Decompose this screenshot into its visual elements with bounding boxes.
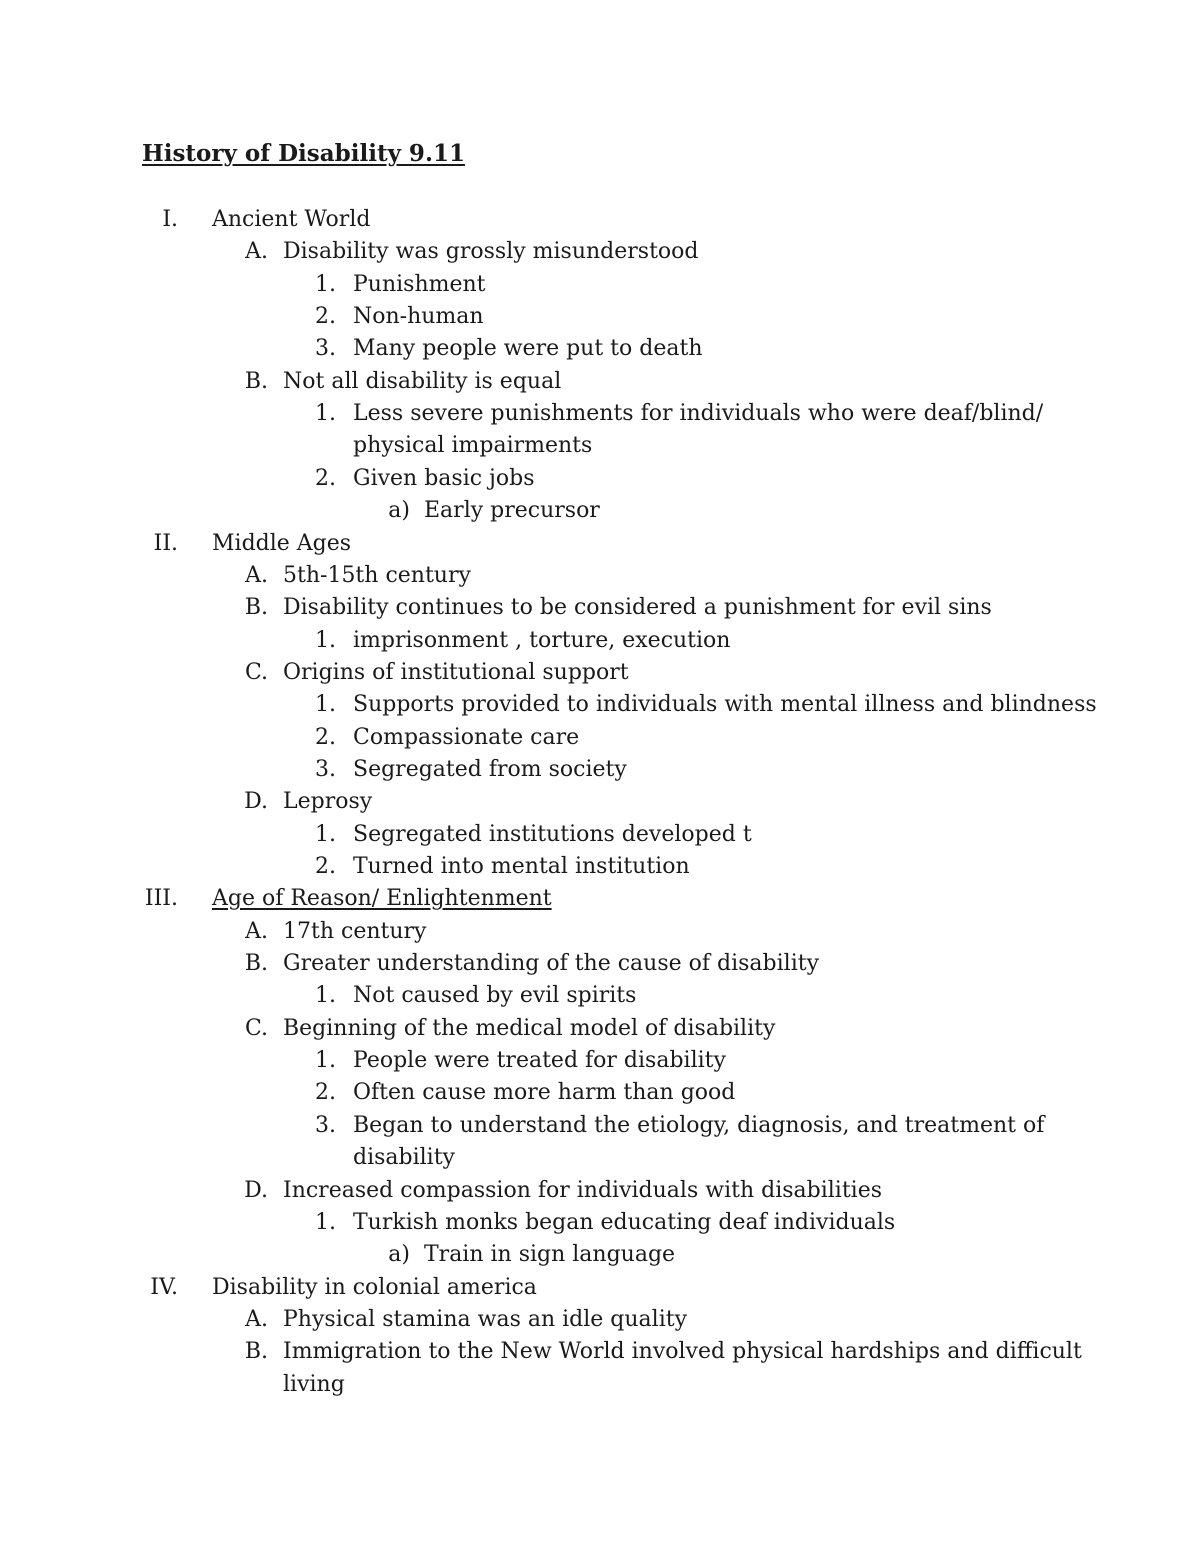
- outline-line: [0, 1045, 1200, 1077]
- outline-line: [0, 333, 1200, 365]
- outline-marker: A.: [245, 239, 268, 265]
- outline-marker: D.: [244, 1177, 268, 1203]
- outline-marker: 1.: [315, 401, 336, 427]
- outline-text: Punishment: [353, 271, 486, 297]
- outline-line: [0, 398, 1200, 430]
- outline-text: Early precursor: [424, 498, 600, 524]
- outline-line: [0, 528, 1200, 560]
- outline-text: Often cause more harm than good: [353, 1080, 736, 1106]
- outline-marker: 2.: [315, 1080, 336, 1106]
- outline-line: [0, 1336, 1200, 1368]
- document-title: History of Disability 9.11: [142, 140, 465, 167]
- outline-marker: B.: [244, 951, 268, 977]
- outline-text: physical impairments: [353, 433, 593, 459]
- outline-text: disability: [353, 1145, 455, 1171]
- outline-marker: 1.: [315, 1209, 336, 1235]
- outline-marker: IV.: [150, 1274, 178, 1300]
- outline-marker: 1.: [315, 627, 336, 653]
- outline-line: [0, 1110, 1200, 1142]
- outline-line: [0, 1077, 1200, 1109]
- outline-line: [0, 1013, 1200, 1045]
- outline-marker: C.: [244, 1015, 268, 1041]
- outline-marker: 3.: [315, 756, 336, 782]
- outline-line: [0, 1272, 1200, 1304]
- outline-marker: III.: [144, 886, 178, 912]
- outline-line: [0, 1175, 1200, 1207]
- outline-text: Non-human: [353, 304, 484, 330]
- outline-text: Segregated from society: [353, 756, 627, 782]
- outline-text: People were treated for disability: [353, 1048, 726, 1074]
- outline-line: [0, 786, 1200, 818]
- outline-line: [0, 916, 1200, 948]
- outline-line: [0, 204, 1200, 236]
- outline-text: Compassionate care: [353, 724, 580, 750]
- outline-marker: a): [388, 1242, 410, 1268]
- outline-line: [0, 1142, 1200, 1174]
- outline-text: Disability continues to be considered a punishment for evil sins: [283, 595, 992, 621]
- outline-line: [0, 236, 1200, 268]
- outline-text: Origins of institutional support: [283, 659, 629, 685]
- outline-line: [0, 754, 1200, 786]
- outline-text: Leprosy: [283, 789, 373, 815]
- outline-line: [0, 430, 1200, 462]
- outline-line: [0, 851, 1200, 883]
- outline-line: [0, 722, 1200, 754]
- outline-text: 17th century: [283, 918, 427, 944]
- outline-line: [0, 301, 1200, 333]
- outline-text: Increased compassion for individuals with disabilities: [283, 1177, 883, 1203]
- outline-text: Segregated institutions developed t: [353, 821, 752, 847]
- outline-marker: 3.: [315, 336, 336, 362]
- outline-marker: 1.: [315, 271, 336, 297]
- outline-text: Age of Reason/ Enlightenment: [212, 886, 552, 912]
- outline-text: Not caused by evil spirits: [353, 983, 637, 1009]
- outline-line: [0, 625, 1200, 657]
- outline-line: [0, 1369, 1200, 1401]
- outline-marker: 2.: [315, 465, 336, 491]
- outline-text: Not all disability is equal: [283, 368, 562, 394]
- outline-marker: B.: [244, 1339, 268, 1365]
- outline-text: Turkish monks began educating deaf individuals: [353, 1209, 896, 1235]
- outline-text: Physical stamina was an idle quality: [283, 1306, 688, 1332]
- outline-line: [0, 463, 1200, 495]
- outline-marker: A.: [245, 918, 268, 944]
- outline-text: Train in sign language: [424, 1242, 676, 1268]
- outline-marker: 2.: [315, 304, 336, 330]
- outline-line: [0, 495, 1200, 527]
- outline-text: Middle Ages: [212, 530, 352, 556]
- outline-text: imprisonment , torture, execution: [353, 627, 731, 653]
- outline-marker: 2.: [315, 724, 336, 750]
- outline-text: Given basic jobs: [353, 465, 535, 491]
- outline-text: living: [283, 1371, 345, 1397]
- outline-line: [0, 366, 1200, 398]
- outline-marker: B.: [244, 595, 268, 621]
- outline-marker: B.: [244, 368, 268, 394]
- outline-text: Turned into mental institution: [353, 854, 690, 879]
- outline-marker: 3.: [315, 1112, 336, 1138]
- outline-line: [0, 269, 1200, 301]
- outline-marker: A.: [245, 1306, 268, 1332]
- outline-marker: 1.: [315, 983, 336, 1009]
- outline-line: [0, 689, 1200, 721]
- outline-marker: 1.: [315, 821, 336, 847]
- outline-line: [0, 819, 1200, 851]
- outline-marker: II.: [153, 530, 178, 556]
- outline-text: Less severe punishments for individuals who were deaf/blind/: [353, 401, 1044, 427]
- outline-text: Greater understanding of the cause of disability: [283, 951, 820, 977]
- outline-marker: 2.: [315, 854, 336, 879]
- outline-marker: 1.: [315, 692, 336, 718]
- outline-line: [0, 657, 1200, 689]
- outline-text: Disability in colonial america: [212, 1274, 537, 1300]
- outline-line: [0, 560, 1200, 592]
- outline-line: [0, 1207, 1200, 1239]
- outline-text: Beginning of the medical model of disability: [283, 1015, 776, 1041]
- outline-line: [0, 1304, 1200, 1336]
- outline-marker: a): [388, 498, 410, 524]
- outline-marker: 1.: [315, 1048, 336, 1074]
- outline-text: Immigration to the New World involved physical hardships and difficult: [283, 1339, 1082, 1365]
- outline-text: Disability was grossly misunderstood: [283, 239, 699, 265]
- outline-marker: I.: [162, 207, 178, 232]
- outline-text: Supports provided to individuals with mental illness and blindness: [353, 692, 1097, 718]
- outline-text: 5th-15th century: [283, 562, 471, 588]
- outline-line: [0, 592, 1200, 624]
- outline-marker: C.: [244, 659, 268, 685]
- outline-line: [0, 948, 1200, 980]
- outline-line: [0, 1239, 1200, 1271]
- outline-line: [0, 883, 1200, 915]
- outline-text: Many people were put to death: [353, 336, 703, 362]
- outline-line: [0, 980, 1200, 1012]
- outline-text: Began to understand the etiology, diagnosis, and treatment of: [353, 1112, 1045, 1138]
- outline-marker: A.: [245, 562, 268, 588]
- outline-text: Ancient World: [212, 207, 371, 232]
- outline-marker: D.: [244, 789, 268, 815]
